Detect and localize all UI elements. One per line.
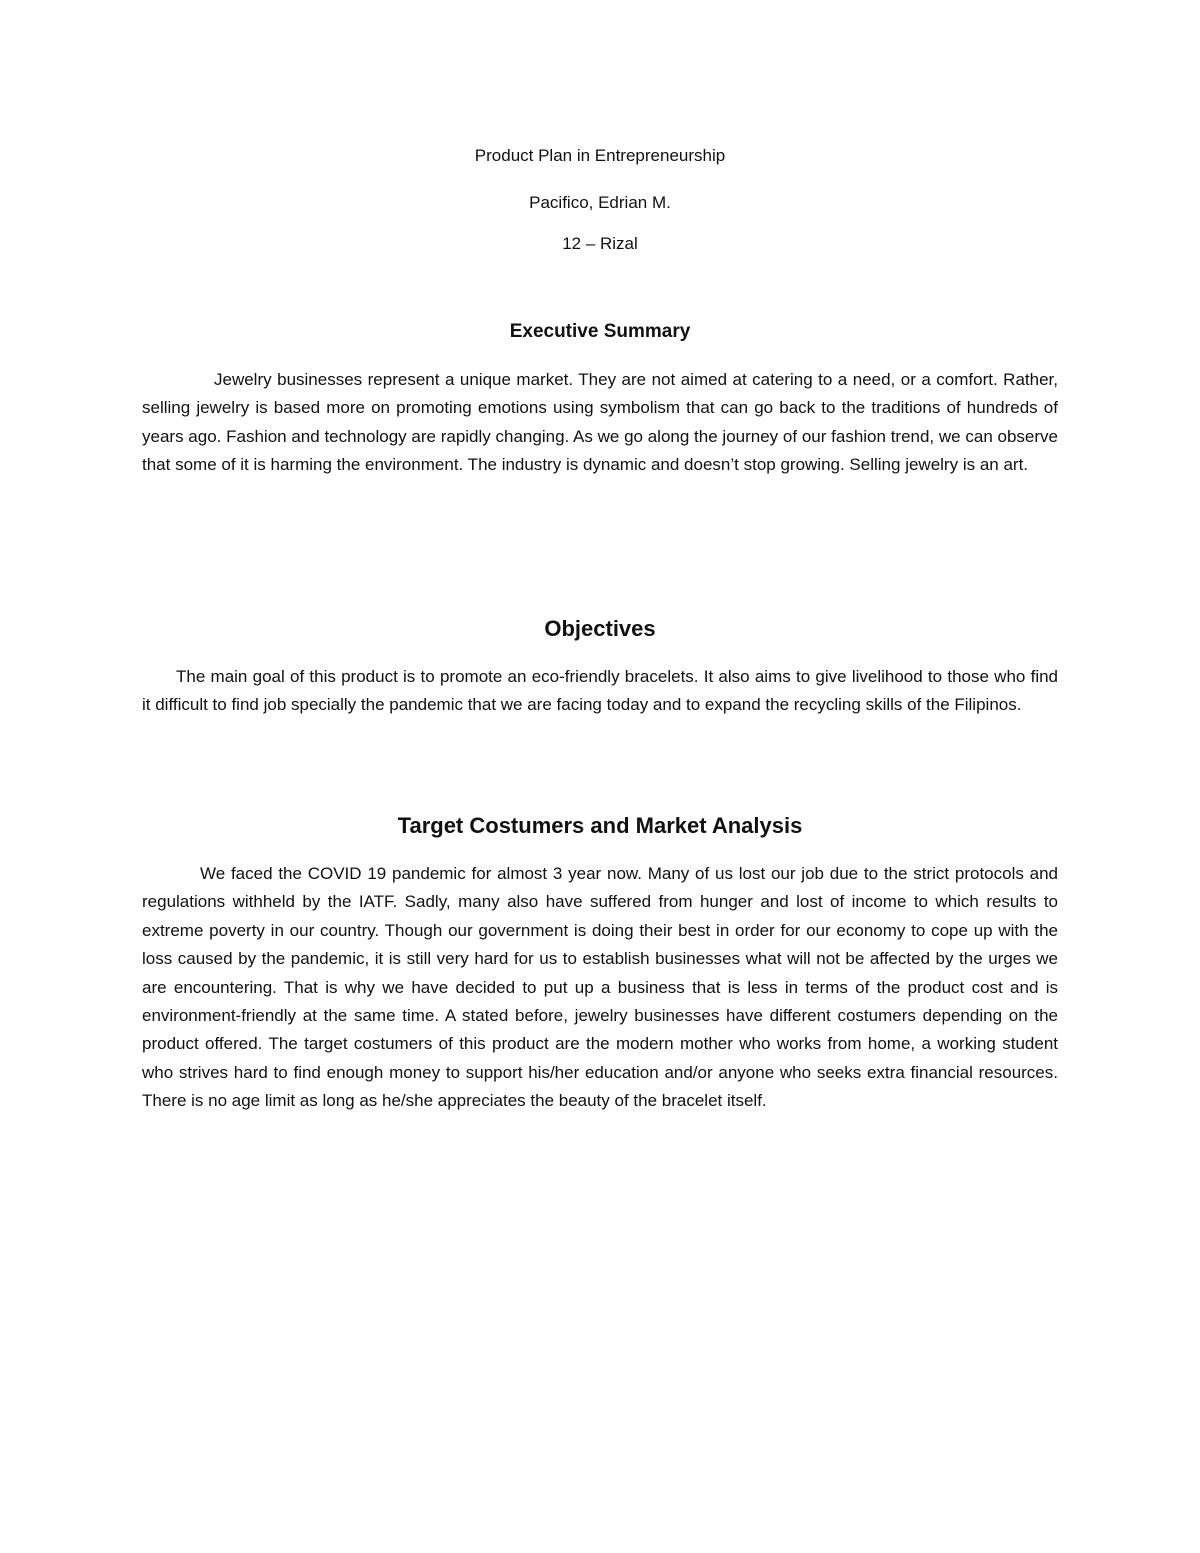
target-market-heading: Target Costumers and Market Analysis (397, 813, 803, 838)
document-title: Product Plan in Entrepreneurship (474, 146, 726, 165)
author-name: Pacifico, Edrian M. (529, 193, 671, 212)
objectives-paragraph: The main goal of this product is to promote an eco-friendly bracelets. It also aims to give livelihood to those who find it difficult to find job specially the pandemic that we are facing today and to expand the recycling skills of the Filipinos. (142, 667, 1058, 715)
executive-summary-heading: Executive Summary (509, 321, 691, 342)
objectives-heading: Objectives (544, 616, 656, 641)
target-market-paragraph: We faced the COVID 19 pandemic for almost 3 year now. Many of us lost our job due to the strict protocols and regulations withheld by the IATF. Sadly, many also have suffered from hunger and lost of income to which results to extreme poverty in our country. Though our government is doing their best in order for our economy to cope up with the loss caused by the pandemic, it is still very hard for us to establish businesses what will not be affected by the urges we are encountering. That is why we have decided to put up a business that is less in terms of the product cost and is environment-friendly at the same time. A stated before, jewelry businesses have different costumers depending on the product offered. The target costumers of this product are the modern mother who works from home, a working student who strives hard to find enough money to support his/her education and/or anyone who seeks extra financial resources. There is no age limit as long as he/she appreciates the beauty of the bracelet itself. (142, 864, 1058, 1111)
executive-summary-paragraph: Jewelry businesses represent a unique market. They are not aimed at catering to a need, or a comfort. Rather, selling jewelry is based more on promoting emotions using symbolism that can go back to the traditions of hundreds of years ago. Fashion and technology are rapidly changing. As we go along the journey of our fashion trend, we can observe that some of it is harming the environment. The industry is dynamic and doesn’t stop growing. Selling jewelry is an art. (142, 370, 1058, 475)
class-section: 12 – Rizal (562, 234, 638, 253)
